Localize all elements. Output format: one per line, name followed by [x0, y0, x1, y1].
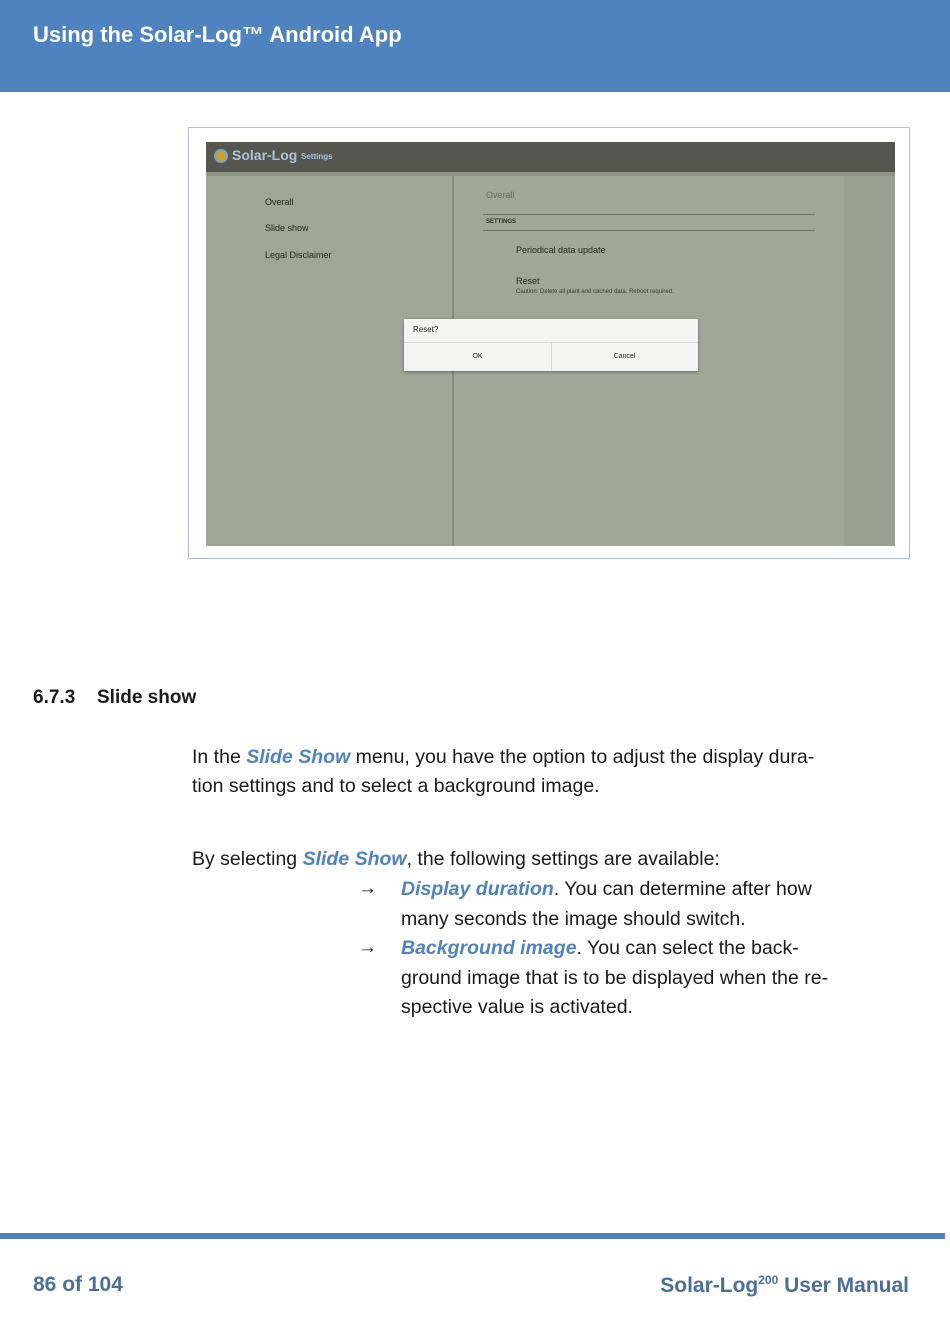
dialog-title: Reset?: [413, 325, 439, 334]
bullet-2-text-c: spective value is activated.: [401, 996, 633, 1018]
slide-show-term-2: Slide Show: [302, 848, 407, 870]
paragraph-settings-text-a: By selecting: [192, 848, 303, 870]
paragraph-settings-text-b: , the following settings are available:: [406, 848, 720, 870]
section-rule: [483, 230, 815, 231]
setting-reset[interactable]: Reset: [516, 276, 540, 286]
settings-section-label: SETTINGS: [486, 219, 517, 225]
paragraph-intro: [192, 743, 814, 801]
section-heading: [33, 687, 196, 709]
screen-right-edge: [844, 176, 895, 546]
app-bar-shadow: [206, 172, 895, 176]
manual-title-prefix: Solar-Log: [660, 1274, 759, 1297]
bullet-1-text-a: . You can determine after how: [553, 878, 812, 900]
bullet-1-text-b: many seconds the image should switch.: [401, 907, 746, 930]
menu-item-overall[interactable]: Overall: [265, 197, 294, 207]
bullet-background-image: [401, 934, 901, 1023]
app-screenshot-figure: [188, 127, 910, 559]
section-title: Slide show: [97, 687, 197, 708]
paragraph-intro-text-c: tion settings and to select a background image.: [192, 775, 600, 797]
arrow-icon: →: [358, 878, 377, 899]
manual-title-suffix: User Manual: [778, 1274, 909, 1297]
paragraph-intro-text-a: In the: [192, 746, 247, 768]
bullet-2-text-b: ground image that is to be displayed when the re-: [401, 966, 829, 989]
header-title: Using the Solar-Log™ Android App: [33, 22, 402, 47]
setting-periodical-data-update[interactable]: Periodical data update: [516, 245, 606, 255]
footer-rule: [0, 1233, 945, 1239]
app-bar: [206, 142, 895, 172]
dialog-cancel-button[interactable]: Cancel: [613, 353, 636, 360]
bullet-display-duration: [401, 875, 901, 934]
background-image-term: Background image: [401, 937, 577, 959]
footer-manual-title: [660, 1273, 909, 1298]
app-logo-text: Solar-Log: [232, 147, 298, 163]
header-band: [0, 0, 950, 92]
manual-title-superscript: 200: [758, 1273, 779, 1287]
paragraph-intro-text-b: menu, you have the option to adjust the display dura-: [350, 746, 815, 768]
display-duration-term: Display duration: [401, 878, 554, 900]
setting-reset-caption: Caution: Delete all plant and cached data. Reboot required.: [516, 289, 674, 295]
paragraph-settings: [192, 845, 720, 874]
menu-item-slide-show[interactable]: Slide show: [265, 223, 309, 233]
solar-log-logo-icon: [214, 149, 228, 163]
app-bar-title: Settings: [301, 152, 333, 161]
menu-item-legal-disclaimer[interactable]: Legal Disclaimer: [265, 250, 332, 260]
bullet-2-text-a: . You can select the back-: [576, 937, 799, 959]
arrow-icon: →: [358, 937, 377, 958]
dialog-ok-button[interactable]: OK: [472, 353, 483, 360]
pane-rule: [483, 214, 815, 215]
pane-heading: Overall: [486, 190, 515, 200]
reset-dialog: [404, 319, 698, 371]
app-screen: [206, 142, 895, 546]
section-number: 6.7.3: [33, 687, 76, 708]
footer-page-number: 86 of 104: [33, 1273, 123, 1296]
slide-show-term: Slide Show: [246, 746, 351, 768]
